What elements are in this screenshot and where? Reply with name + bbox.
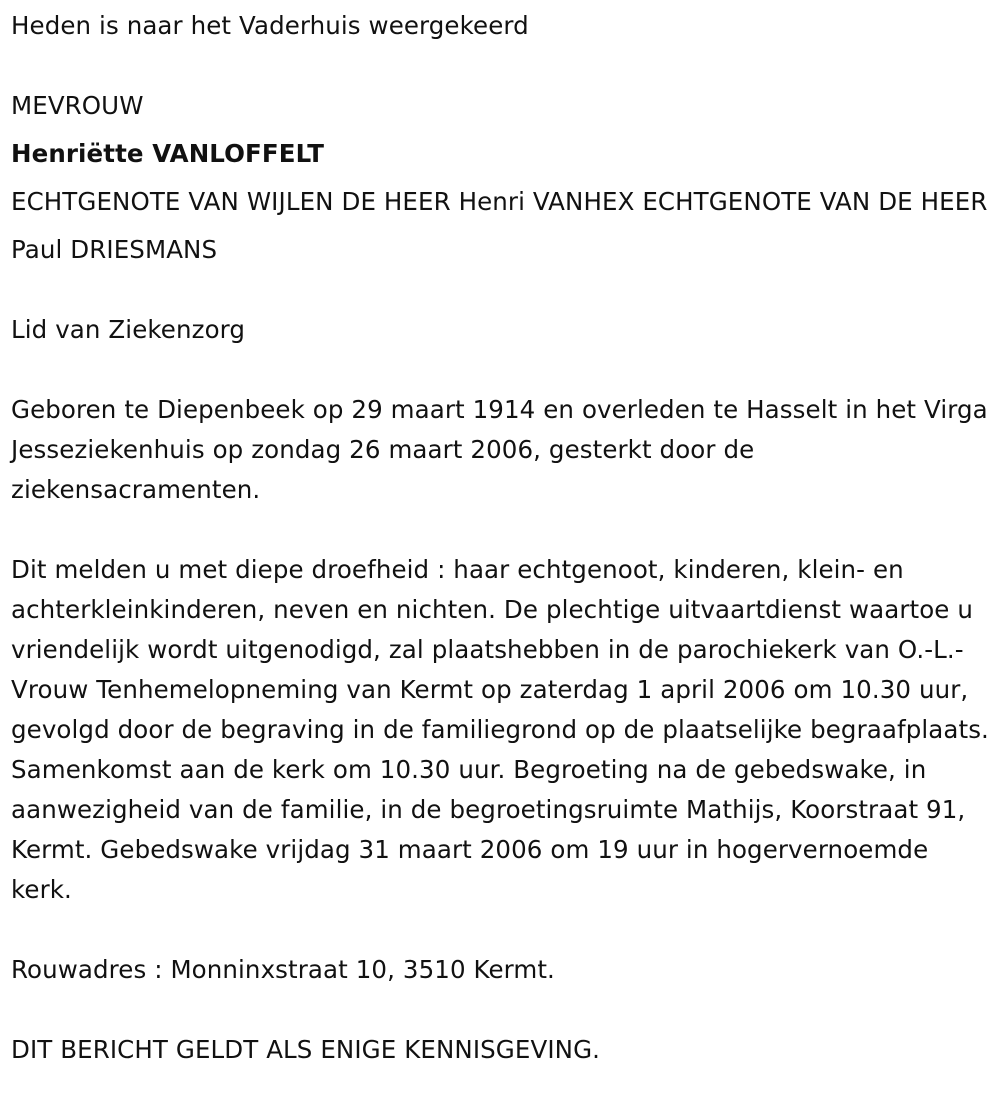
closing-statement: DIT BERICHT GELDT ALS ENIGE KENNISGEVING. — [11, 1035, 601, 1064]
deceased-name: Henriëtte VANLOFFELT — [11, 139, 325, 168]
birth-death-paragraph: Geboren te Diepenbeek op 29 maart 1914 en overleden te Hasselt in het Virga Jesseziekenhuis op zondag 26 maart 2006, gesterkt door de ziekensacramenten. — [11, 395, 988, 504]
spouse-name: Paul DRIESMANS — [11, 235, 218, 264]
spouses-line: ECHTGENOTE VAN WIJLEN DE HEER Henri VANHEX ECHTGENOTE VAN DE HEER — [11, 187, 988, 216]
honorific-title: MEVROUW — [11, 91, 144, 120]
mourning-address: Rouwadres : Monninxstraat 10, 3510 Kermt. — [11, 955, 555, 984]
intro-line: Heden is naar het Vaderhuis weergekeerd — [11, 11, 529, 40]
announcement-paragraph: Dit melden u met diepe droefheid : haar echtgenoot, kinderen, klein- en achterkleinkinderen, neven en nichten. De plechtige uitvaartdienst waartoe u vriendelijk wordt uitgenodigd, zal plaatshebben in de parochiekerk van O.-L.-Vrouw Tenhemelopneming van Kermt op zaterdag 1 april 2006 om 10.30 uur, gevolgd door de begraving in de familiegrond op de plaatselijke begraafplaats. Samenkomst aan de kerk om 10.30 uur. Begroeting na de gebedswake, in aanwezigheid van de familie, in de begroetingsruimte Mathijs, Koorstraat 91, Kermt. Gebedswake vrijdag 31 maart 2006 om 19 uur in hogervernoemde kerk. — [11, 555, 989, 904]
membership-line: Lid van Ziekenzorg — [11, 315, 246, 344]
obituary-notice — [11, 6, 993, 1070]
